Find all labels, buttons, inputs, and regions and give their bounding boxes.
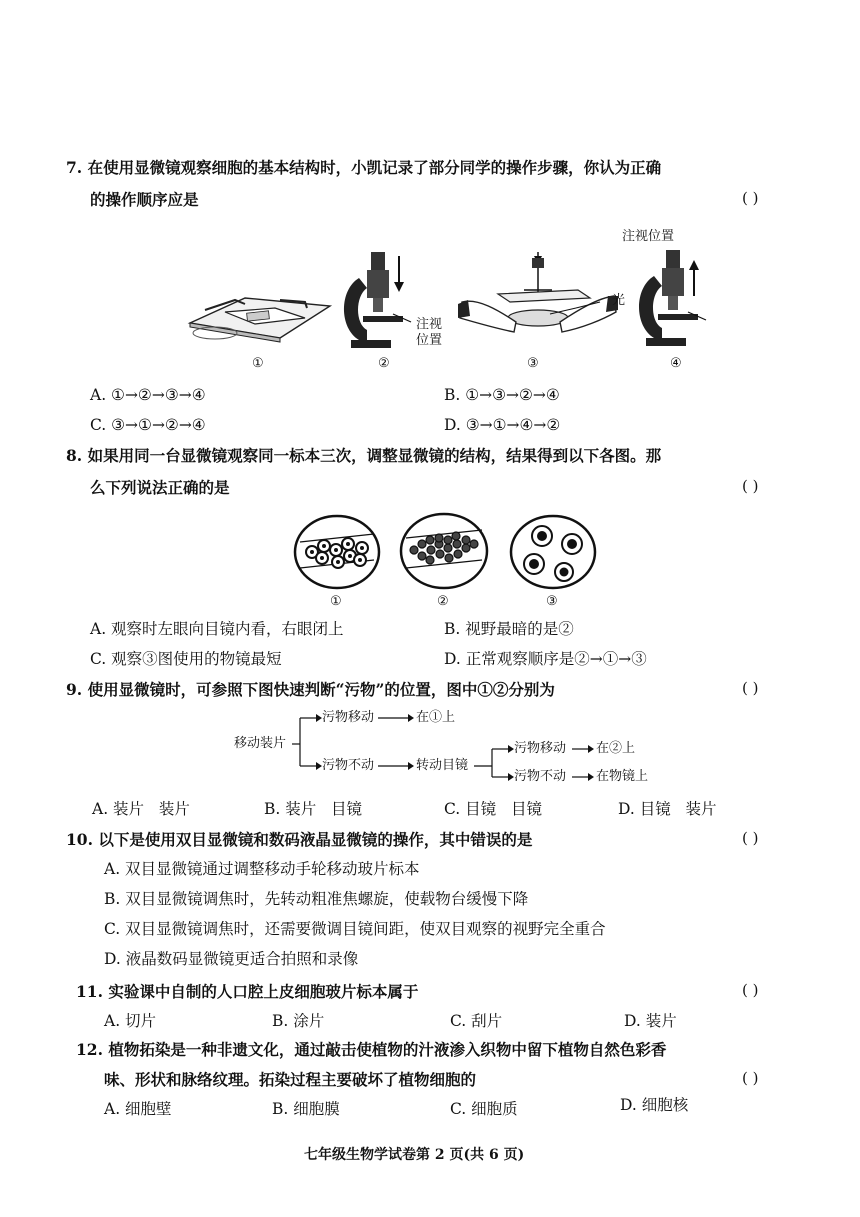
q12-option-c: C. 细胞质 bbox=[450, 1100, 518, 1118]
q7-figure-3-label: ③ bbox=[527, 356, 539, 371]
q8-figure-2-label: ② bbox=[437, 594, 449, 609]
q8-option-d: D. 正常观察顺序是②→①→③ bbox=[444, 650, 647, 668]
q7-figure-1-label: ① bbox=[252, 356, 264, 371]
q9-flow-sub-not-move: 污物不动 bbox=[514, 769, 567, 784]
q8-option-c: C. 观察③图使用的物镜最短 bbox=[90, 650, 282, 668]
q9-option-d: D. 目镜 装片 bbox=[618, 800, 717, 818]
q10-option-d: D. 液晶数码显微镜更适合拍照和录像 bbox=[104, 950, 359, 968]
q8-stem-line2: 么下列说法正确的是 bbox=[90, 478, 230, 497]
page-footer: 七年级生物学试卷第 2 页(共 6 页) bbox=[304, 1147, 525, 1163]
q12-option-d: D. 细胞核 bbox=[620, 1096, 689, 1114]
q7-option-d: D. ③→①→④→② bbox=[444, 416, 561, 434]
q11-answer-paren: ( ) bbox=[742, 981, 759, 999]
q7-figure-2-annot-line2: 位置 bbox=[416, 333, 443, 348]
q12-answer-paren: ( ) bbox=[742, 1069, 759, 1087]
q9-option-a: A. 装片 装片 bbox=[92, 800, 190, 818]
q10-option-a: A. 双目显微镜通过调整移动手轮移动玻片标本 bbox=[104, 860, 420, 878]
q10-option-c: C. 双目显微镜调焦时，还需要微调目镜间距，使双目观察的视野完全重合 bbox=[104, 920, 606, 938]
q8-figure-1-label: ① bbox=[330, 594, 342, 609]
q7-figure-2-label: ② bbox=[378, 356, 390, 371]
q9-stem: 9. 使用显微镜时，可参照下图快速判断“污物”的位置，图中①②分别为 bbox=[66, 680, 555, 699]
q9-flow-result-objective: 在物镜上 bbox=[596, 769, 649, 784]
q12-stem-line2: 味、形状和脉络纹理。拓染过程主要破坏了植物细胞的 bbox=[104, 1070, 477, 1089]
q7-figure-2-annot-line1: 注视 bbox=[416, 317, 443, 332]
q9-option-c: C. 目镜 目镜 bbox=[444, 800, 542, 818]
q7-answer-paren: ( ) bbox=[742, 189, 759, 207]
q7-stem-line1: 7. 在使用显微镜观察细胞的基本结构时，小凯记录了部分同学的操作步骤，你认为正确 bbox=[66, 158, 662, 177]
q9-option-b: B. 装片 目镜 bbox=[264, 800, 363, 818]
q11-option-b: B. 涂片 bbox=[272, 1012, 325, 1030]
q9-flow-root: 移动装片 bbox=[234, 736, 287, 751]
q7-option-b: B. ①→③→②→④ bbox=[444, 386, 560, 404]
q10-stem: 10. 以下是使用双目显微镜和数码液晶显微镜的操作，其中错误的是 bbox=[66, 830, 533, 849]
q12-stem-line1: 12. 植物拓染是一种非遗文化，通过敲击使植物的汁液渗入织物中留下植物自然色彩香 bbox=[76, 1040, 667, 1059]
q9-flow-result-on-1: 在①上 bbox=[416, 710, 456, 725]
q8-figure-3-label: ③ bbox=[546, 594, 558, 609]
q10-option-b: B. 双目显微镜调焦时，先转动粗准焦螺旋，使载物台缓慢下降 bbox=[104, 890, 529, 908]
q7-option-a: A. ①→②→③→④ bbox=[90, 386, 206, 404]
q8-option-a: A. 观察时左眼向目镜内看，右眼闭上 bbox=[90, 620, 344, 638]
q7-figure-4-label: ④ bbox=[670, 356, 682, 371]
q12-option-b: B. 细胞膜 bbox=[272, 1100, 340, 1118]
q11-option-a: A. 切片 bbox=[104, 1012, 157, 1030]
q11-option-c: C. 刮片 bbox=[450, 1012, 503, 1030]
q9-flow-sub-moves: 污物移动 bbox=[514, 741, 567, 756]
q12-option-a: A. 细胞壁 bbox=[104, 1100, 172, 1118]
q10-answer-paren: ( ) bbox=[742, 829, 759, 847]
q7-stem-line2: 的操作顺序应是 bbox=[90, 190, 199, 209]
q8-answer-paren: ( ) bbox=[742, 477, 759, 495]
q9-answer-paren: ( ) bbox=[742, 679, 759, 697]
q11-stem: 11. 实验课中自制的人口腔上皮细胞玻片标本属于 bbox=[76, 982, 419, 1001]
q8-stem-line1: 8. 如果用同一台显微镜观察同一标本三次，调整显微镜的结构，结果得到以下各图。那 bbox=[66, 446, 662, 465]
q7-figure-3-annot-light: 光 bbox=[612, 293, 626, 308]
q7-option-c: C. ③→①→②→④ bbox=[90, 416, 206, 434]
q9-flow-branch-not-move: 污物不动 bbox=[322, 758, 375, 773]
q8-option-b: B. 视野最暗的是② bbox=[444, 620, 574, 638]
q9-flow-result-on-2: 在②上 bbox=[596, 741, 636, 756]
q11-option-d: D. 装片 bbox=[624, 1012, 677, 1030]
q7-figure-4-annot: 注视位置 bbox=[622, 229, 675, 244]
q9-flow-branch-moves: 污物移动 bbox=[322, 710, 375, 725]
q9-flow-turn-eyepiece: 转动目镜 bbox=[416, 758, 469, 773]
